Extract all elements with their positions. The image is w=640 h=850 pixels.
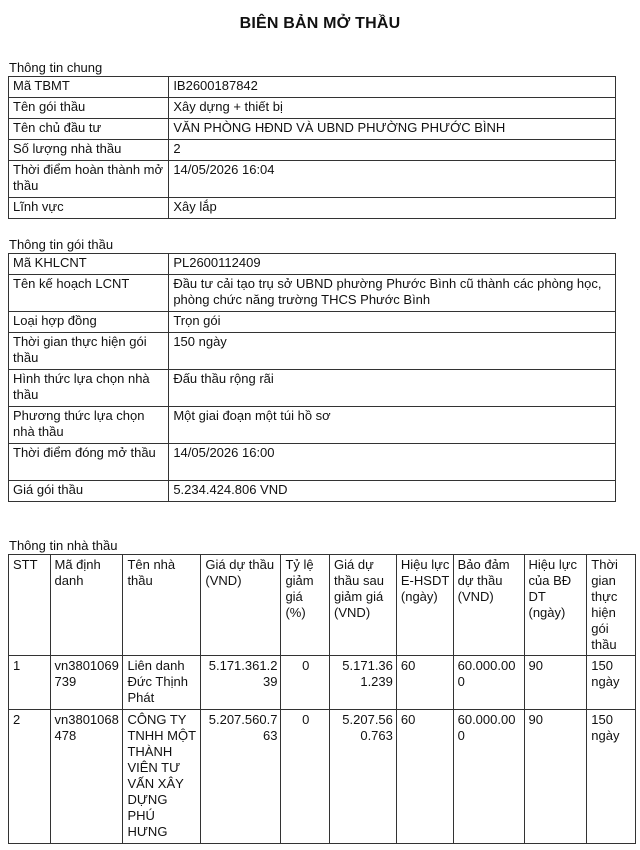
column-header: Tên nhà thầu — [123, 555, 201, 656]
row-label: Giá gói thầu — [9, 481, 169, 502]
row-value: PL2600112409 — [169, 254, 616, 275]
column-header: Hiệu lực E-HSDT (ngày) — [396, 555, 453, 656]
cell-security-validity: 90 — [524, 710, 587, 844]
general-info-table — [8, 76, 616, 219]
cell-name: CÔNG TY TNHH MỘT THÀNH VIÊN TƯ VẤN XÂY DỰNG PHÚ HƯNG — [123, 710, 201, 844]
cell-duration: 150 ngày — [587, 710, 636, 844]
general-info-heading: Thông tin chung — [9, 60, 103, 75]
row-label: Phương thức lựa chọn nhà thầu — [9, 407, 169, 444]
table-header-row — [9, 555, 636, 656]
cell-name: Liên danh Đức Thịnh Phát — [123, 656, 201, 710]
row-label: Thời điểm đóng mở thầu — [9, 444, 169, 481]
bidders-info-heading: Thông tin nhà thầu — [9, 538, 118, 553]
cell-price-after-discount: 5.207.560.763 — [330, 710, 397, 844]
row-label: Mã TBMT — [9, 77, 169, 98]
row-value: IB2600187842 — [169, 77, 616, 98]
cell-id: vn3801069739 — [50, 656, 123, 710]
row-value: 14/05/2026 16:00 — [169, 444, 616, 481]
row-label: Lĩnh vực — [9, 198, 169, 219]
package-info-heading: Thông tin gói thầu — [9, 237, 114, 252]
table-row — [9, 656, 636, 710]
table-row — [9, 77, 616, 98]
row-value: 14/05/2026 16:04 — [169, 161, 616, 198]
column-header: Tỷ lệ giảm giá (%) — [281, 555, 330, 656]
row-value: Xây dựng + thiết bị — [169, 98, 616, 119]
cell-discount: 0 — [281, 656, 330, 710]
row-value: Đấu thầu rộng rãi — [169, 370, 616, 407]
cell-stt: 2 — [9, 710, 51, 844]
cell-bid-security: 60.000.000 — [453, 656, 524, 710]
cell-discount: 0 — [281, 710, 330, 844]
row-label: Thời điểm hoàn thành mở thầu — [9, 161, 169, 198]
column-header: Giá dự thầu (VND) — [201, 555, 281, 656]
cell-id: vn3801068478 — [50, 710, 123, 844]
row-label: Loại hợp đồng — [9, 312, 169, 333]
row-value: Một giai đoạn một túi hồ sơ — [169, 407, 616, 444]
column-header: STT — [9, 555, 51, 656]
table-row — [9, 370, 616, 407]
column-header: Thời gian thực hiện gói thầu — [587, 555, 636, 656]
cell-bid-price: 5.171.361.239 — [201, 656, 281, 710]
table-row — [9, 407, 616, 444]
row-label: Tên chủ đầu tư — [9, 119, 169, 140]
cell-security-validity: 90 — [524, 656, 587, 710]
table-row — [9, 98, 616, 119]
table-row — [9, 119, 616, 140]
cell-hsdt-validity: 60 — [396, 710, 453, 844]
row-value: Đầu tư cải tạo trụ sở UBND phường Phước Bình cũ thành các phòng học, phòng chức năng trường THCS Phước Bình — [169, 275, 616, 312]
table-row — [9, 275, 616, 312]
row-label: Thời gian thực hiện gói thầu — [9, 333, 169, 370]
row-label: Hình thức lựa chọn nhà thầu — [9, 370, 169, 407]
row-value: 150 ngày — [169, 333, 616, 370]
table-row — [9, 481, 616, 502]
cell-hsdt-validity: 60 — [396, 656, 453, 710]
table-row — [9, 333, 616, 370]
table-row — [9, 161, 616, 198]
row-value: Trọn gói — [169, 312, 616, 333]
table-row — [9, 254, 616, 275]
row-value: 2 — [169, 140, 616, 161]
document-title: BIÊN BẢN MỞ THẦU — [239, 15, 401, 32]
table-row — [9, 140, 616, 161]
row-value: 5.234.424.806 VND — [169, 481, 616, 502]
row-label: Tên kế hoạch LCNT — [9, 275, 169, 312]
cell-bid-price: 5.207.560.763 — [201, 710, 281, 844]
column-header: Giá dự thầu sau giảm giá (VND) — [330, 555, 397, 656]
row-label: Số lượng nhà thầu — [9, 140, 169, 161]
cell-price-after-discount: 5.171.361.239 — [330, 656, 397, 710]
package-info-table — [8, 253, 616, 502]
column-header: Bảo đảm dự thầu (VND) — [453, 555, 524, 656]
row-label: Tên gói thầu — [9, 98, 169, 119]
table-row — [9, 710, 636, 844]
table-row — [9, 198, 616, 219]
row-value: Xây lắp — [169, 198, 616, 219]
column-header: Hiệu lực của BĐ DT (ngày) — [524, 555, 587, 656]
cell-duration: 150 ngày — [587, 656, 636, 710]
cell-bid-security: 60.000.000 — [453, 710, 524, 844]
row-value: VĂN PHÒNG HĐND VÀ UBND PHƯỜNG PHƯỚC BÌNH — [169, 119, 616, 140]
row-label: Mã KHLCNT — [9, 254, 169, 275]
column-header: Mã định danh — [50, 555, 123, 656]
cell-stt: 1 — [9, 656, 51, 710]
table-row — [9, 444, 616, 481]
bidders-table — [8, 554, 636, 844]
table-row — [9, 312, 616, 333]
